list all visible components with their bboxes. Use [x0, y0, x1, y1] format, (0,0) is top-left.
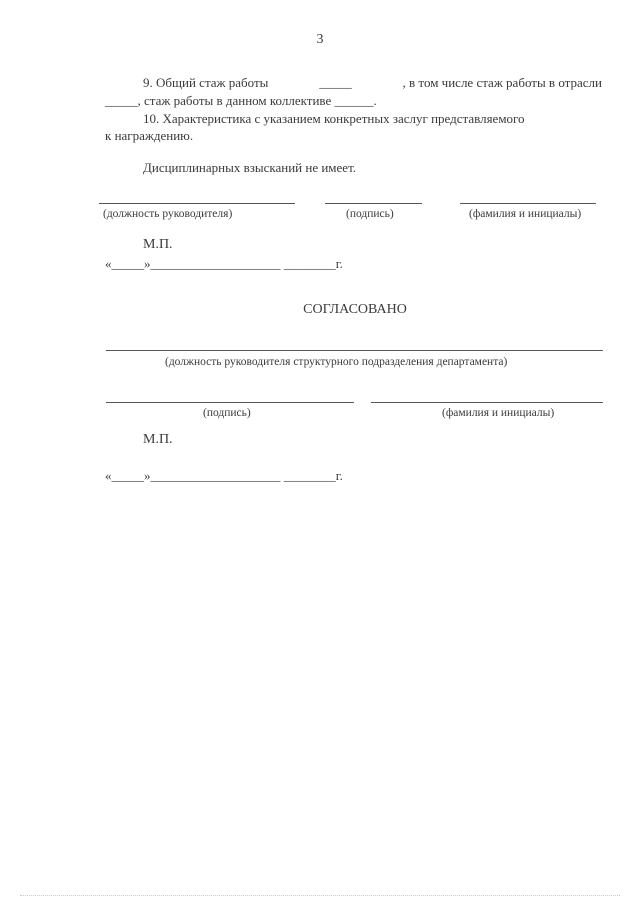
approved-date-open-quote: « [105, 468, 112, 483]
approved-name-caption: (фамилия и инициалы) [442, 407, 555, 419]
name-caption: (фамилия и инициалы) [469, 208, 582, 220]
date-line [105, 256, 343, 272]
name-signature-line [460, 203, 596, 204]
approved-date-close-quote: » [144, 468, 151, 483]
approved-signature-caption: (подпись) [203, 407, 251, 419]
item9-line1 [143, 75, 602, 91]
position-caption: (должность руководителя) [103, 208, 233, 220]
department-position-line [106, 350, 603, 351]
approved-date-line [105, 468, 343, 484]
date-month-blank: ____________________ [150, 256, 281, 271]
item9-line2 [105, 93, 377, 109]
item10-text-line2: к награждению. [105, 128, 194, 143]
approved-stamp-mark: М.П. [143, 432, 173, 447]
date-year-suffix: г. [335, 256, 343, 271]
item9-blank-total: _____ [319, 75, 352, 90]
item9-continuation: , стаж работы в данном коллективе [137, 93, 332, 108]
approved-date-day-blank: _____ [111, 468, 144, 483]
item9-end: . [373, 93, 377, 108]
signature-caption: (подпись) [346, 208, 394, 220]
date-day-blank: _____ [111, 256, 144, 271]
date-open-quote: « [105, 256, 112, 271]
approved-date-month-blank: ____________________ [150, 468, 281, 483]
signature-line [325, 203, 422, 204]
item10-text-line1: 10. Характеристика с указанием конкретных заслуг представляемого [143, 111, 525, 126]
item9-blank-collective: ______ [334, 93, 374, 108]
item9-middle: , в том числе стаж работы в отрасли [402, 75, 602, 90]
approved-date-year-suffix: г. [335, 468, 343, 483]
item9-blank-industry: _____ [105, 93, 138, 108]
date-close-quote: » [144, 256, 151, 271]
discipline-statement: Дисциплинарных взысканий не имеет. [143, 160, 357, 175]
approved-heading: СОГЛАСОВАНО [303, 302, 407, 317]
department-position-caption: (должность руководителя структурного подразделения департамента) [165, 356, 508, 368]
approved-date-year-blank: ________ [283, 468, 336, 483]
position-signature-line [99, 203, 295, 204]
item9-start: 9. Общий стаж работы [143, 75, 269, 90]
scan-edge-artifact [20, 893, 620, 896]
date-year-blank: ________ [283, 256, 336, 271]
approved-name-line [371, 402, 603, 403]
approved-signature-line [106, 402, 354, 403]
item10-line1 [143, 111, 602, 127]
stamp-mark: М.П. [143, 237, 173, 252]
page-number: 3 [316, 32, 324, 47]
